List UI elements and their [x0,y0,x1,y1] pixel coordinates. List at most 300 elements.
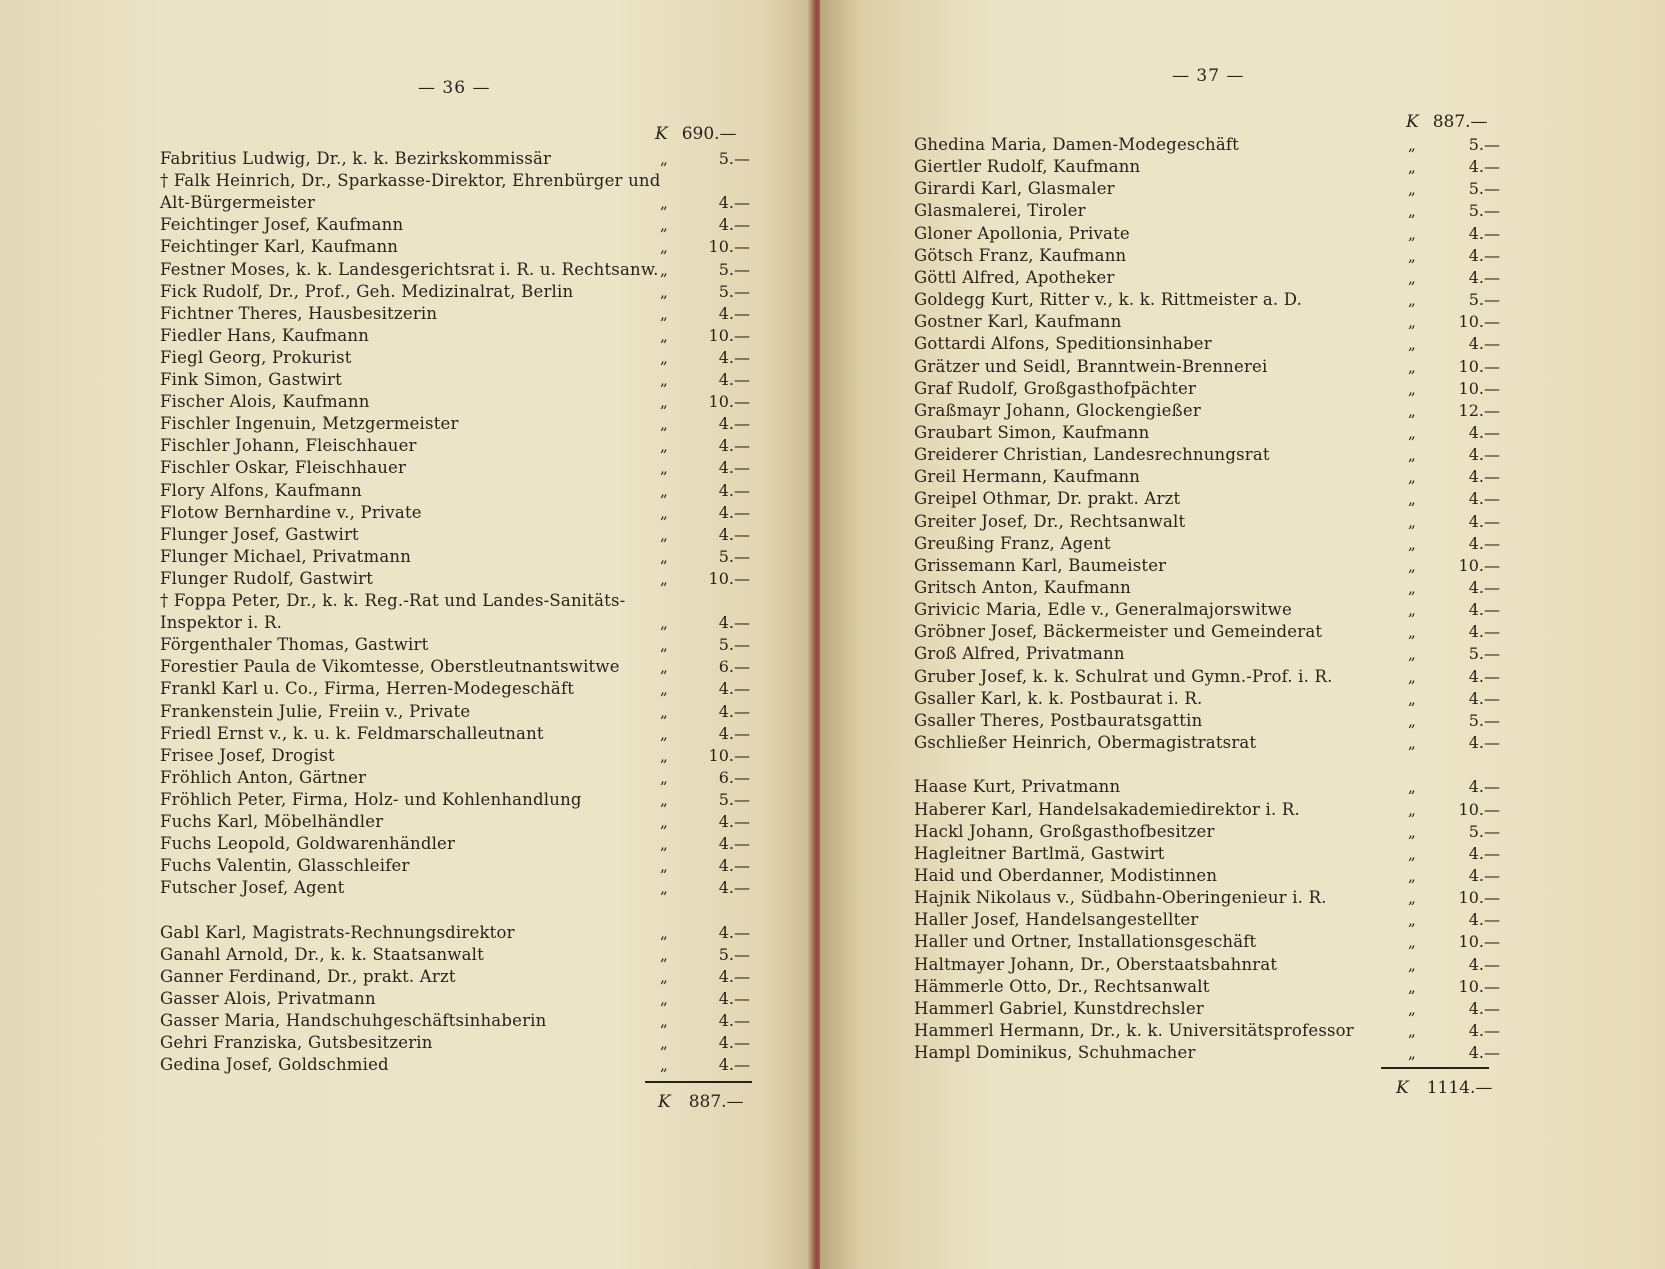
list-item [914,200,1500,222]
donor-name: Festner Moses, k. k. Landesgerichtsrat i. R. u. Rechtsanw. [160,259,659,279]
donor-name: Greiter Josef, Dr., Rechtsanwalt [914,511,1186,531]
donor-name: Hammerl Hermann, Dr., k. k. Universitätsprofessor [914,1021,1354,1040]
donor-name: Feichtinger Karl, Kaufmann [160,237,399,257]
donation-amount: 4.— [1468,622,1500,642]
donor-name: Haid und Oberdanner, Modistinnen [914,865,1218,885]
list-item [160,524,750,546]
ditto-mark: „ [660,437,668,456]
list-item [914,931,1500,953]
ditto-mark: „ [660,238,668,257]
donor-name: Förgenthaler Thomas, Gastwirt [160,635,429,655]
donor-name: Haase Kurt, Privatmann [914,777,1121,797]
ditto-mark: „ [660,282,668,301]
carry-value: 690.— [681,124,737,144]
list-item [160,656,750,678]
list-item [160,236,750,258]
donor-name: Fabritius Ludwig, Dr., k. k. Bezirkskommissär [160,149,552,168]
donation-amount: 4.— [1468,334,1500,354]
donor-name: Ganner Ferdinand, Dr., prakt. Arzt [160,966,456,986]
donation-amount: 4.— [718,524,750,544]
list-item [160,568,750,590]
list-item [160,1054,750,1076]
list-item [914,621,1500,643]
donation-amount: 4.— [1468,422,1500,442]
list-item [160,745,750,767]
currency-label: K [655,124,668,144]
ditto-mark: „ [1408,556,1416,575]
ditto-mark: „ [660,967,668,986]
list-item [914,178,1500,200]
ditto-mark: „ [1408,158,1416,177]
list-item [914,466,1500,488]
donor-name: Gruber Josef, k. k. Schulrat und Gymn.-Prof. i. R. [914,666,1333,686]
donor-name: Fischler Johann, Fleischhauer [160,436,417,456]
list-item [914,954,1500,976]
donation-amount: 4.— [1468,267,1500,287]
ditto-mark: „ [660,260,668,279]
donor-name: Giertler Rudolf, Kaufmann [914,157,1141,177]
ditto-mark: „ [1408,711,1416,730]
donor-name: Greil Hermann, Kaufmann [914,467,1141,487]
list-item [914,533,1500,555]
donation-amount: 4.— [1468,688,1500,708]
donation-amount: 5.— [1468,644,1500,664]
donation-amount: 6.— [718,767,750,787]
ditto-mark: „ [660,371,668,389]
donation-amount: 4.— [1468,1043,1500,1063]
currency-label: K [658,1092,671,1112]
donation-amount: 6.— [718,657,750,677]
page-number: — 37 — [1172,66,1245,86]
donation-amount: 4.— [718,215,750,235]
ditto-mark: „ [1408,911,1416,930]
donation-amount: 5.— [718,281,750,301]
page-total [1396,1078,1492,1098]
ditto-mark: „ [1408,579,1416,597]
donor-name: Girardi Karl, Glasmaler [914,179,1115,199]
donor-name: Haltmayer Johann, Dr., Oberstaatsbahnrat [914,954,1278,974]
ditto-mark: „ [1408,822,1416,841]
donor-name: Ghedina Maria, Damen-Modegeschäft [914,135,1240,154]
ditto-mark: „ [1408,379,1416,398]
donor-name: Inspektor i. R. [160,613,283,633]
donor-name: Hajnik Nikolaus v., Südbahn-Oberingenieur i. R. [914,888,1327,908]
donation-amount: 4.— [1468,666,1500,686]
donation-amount: 4.— [718,679,750,699]
ditto-mark: „ [1408,335,1416,354]
list-item [160,678,750,700]
donation-amount: 4.— [1468,843,1500,863]
ditto-mark: „ [660,569,668,588]
list-item [160,192,750,214]
donation-amount: 10.— [1458,976,1500,996]
donation-amount: 5.— [1468,710,1500,730]
ditto-mark: „ [660,150,668,168]
donor-name: Hämmerle Otto, Dr., Rechtsanwalt [914,976,1210,996]
ditto-mark: „ [1408,778,1416,797]
donation-amount: 4.— [718,347,750,367]
list-item [160,1010,750,1032]
list-item [160,877,750,899]
ditto-mark: „ [1408,291,1416,310]
donation-amount: 4.— [718,723,750,743]
ditto-mark: „ [660,835,668,854]
ditto-mark: „ [660,459,668,478]
donor-name: Gloner Apollonia, Private [914,223,1130,243]
ditto-mark: „ [1408,180,1416,199]
donation-amount: 4.— [718,436,750,456]
list-item [914,488,1500,510]
list-item [914,732,1500,754]
total-value: 887.— [688,1092,744,1112]
donation-amount: 10.— [708,568,750,588]
donation-amount: 4.— [718,856,750,876]
ditto-mark: „ [1408,667,1416,686]
ditto-mark: „ [1408,224,1416,243]
list-item [160,170,750,192]
list-item [160,303,750,325]
ditto-mark: „ [660,1011,668,1030]
donation-amount: 5.— [718,546,750,566]
donor-name: Fuchs Leopold, Goldwarenhändler [160,834,456,854]
list-item [914,311,1500,333]
donation-amount: 10.— [1458,799,1500,819]
ditto-mark: „ [1408,490,1416,509]
ditto-mark: „ [1408,999,1416,1018]
list-item [160,612,750,634]
donor-name: Fröhlich Peter, Firma, Holz- und Kohlenhandlung [160,789,582,809]
donation-amount: 4.— [1468,533,1500,553]
donation-amount: 4.— [718,193,750,213]
ditto-mark: „ [660,857,668,876]
ditto-mark: „ [1408,202,1416,221]
ditto-mark: „ [660,923,668,942]
donor-name: Gottardi Alfons, Speditionsinhaber [914,334,1212,354]
donor-name: Gostner Karl, Kaufmann [914,312,1122,332]
donor-name: Gsaller Theres, Postbauratsgattin [914,710,1203,730]
list-item [914,267,1500,289]
donor-name: Fröhlich Anton, Gärtner [160,767,367,787]
ditto-mark: „ [660,1034,668,1052]
list-item [160,988,750,1010]
donation-amount: 4.— [1468,445,1500,465]
ditto-mark: „ [1408,423,1416,442]
donor-name: Hackl Johann, Großgasthofbesitzer [914,821,1215,841]
donor-name: Greiderer Christian, Landesrechnungsrat [914,445,1270,465]
donor-name: Grivicic Maria, Edle v., Generalmajorswitwe [914,600,1292,620]
sum-rule [1381,1067,1489,1069]
donation-amount: 10.— [1458,312,1500,332]
donor-name: Gehri Franziska, Gutsbesitzerin [160,1033,433,1052]
list-item [160,789,750,811]
list-item [160,546,750,568]
donation-amount: 4.— [718,1010,750,1030]
ditto-mark: „ [1408,689,1416,708]
list-item [160,767,750,789]
list-item [914,289,1500,311]
list-item [914,887,1500,909]
donor-name: Flunger Rudolf, Gastwirt [160,568,374,588]
ditto-mark: „ [1408,136,1416,154]
donor-name: Futscher Josef, Agent [160,878,345,898]
donor-name: Greußing Franz, Agent [914,533,1111,553]
list-item [914,754,1500,776]
donor-name: Fink Simon, Gastwirt [160,370,342,389]
list-item [914,511,1500,533]
donor-name: Goldegg Kurt, Ritter v., k. k. Rittmeister a. D. [914,290,1303,310]
ditto-mark: „ [1408,933,1416,952]
ditto-mark: „ [660,636,668,655]
donor-name: Fischler Ingenuin, Metzgermeister [160,414,459,434]
list-item [914,1020,1500,1042]
list-item [914,799,1500,821]
donor-name: Fichtner Theres, Hausbesitzerin [160,303,438,323]
donor-name: Flotow Bernhardine v., Private [160,502,422,522]
ditto-mark: „ [1408,844,1416,863]
ditto-mark: „ [1408,1044,1416,1063]
donation-amount: 5.— [1468,821,1500,841]
ditto-mark: „ [660,348,668,367]
donor-name: Gröbner Josef, Bäckermeister und Gemeinderat [914,622,1323,642]
donor-name: Groß Alfred, Privatmann [914,644,1125,664]
ditto-mark: „ [660,304,668,323]
list-item [914,577,1500,599]
donor-name: Gabl Karl, Magistrats-Rechnungsdirektor [160,922,515,942]
list-item [914,444,1500,466]
list-item [914,643,1500,665]
donor-name: Haller und Ortner, Installationsgeschäft [914,932,1257,952]
list-item [914,909,1500,931]
donor-name: Glasmalerei, Tiroler [914,201,1086,221]
donor-name: Gritsch Anton, Kaufmann [914,578,1132,597]
ditto-mark: „ [660,216,668,235]
donation-amount: 4.— [1468,1021,1500,1040]
donation-amount: 4.— [718,370,750,389]
donation-amount: 4.— [1468,489,1500,509]
list-item [160,723,750,745]
donor-name: Fiedler Hans, Kaufmann [160,325,370,345]
donor-name: Gasser Maria, Handschuhgeschäftsinhaberin [160,1010,547,1030]
donation-amount: 4.— [718,1033,750,1052]
list-item [160,347,750,369]
list-item [160,369,750,391]
list-item [160,1032,750,1054]
donation-amount: 10.— [1458,932,1500,952]
donation-amount: 4.— [718,922,750,942]
ditto-mark: „ [1408,889,1416,908]
list-item [914,555,1500,577]
total-value: 1114.— [1426,1078,1493,1098]
donor-name: Hampl Dominikus, Schuhmacher [914,1043,1196,1063]
list-item [914,223,1500,245]
donation-amount: 10.— [708,392,750,412]
donor-name: † Foppa Peter, Dr., k. k. Reg.-Rat und Landes-Sanitäts- [160,591,626,610]
ditto-mark: „ [660,768,668,787]
donation-amount: 10.— [708,325,750,345]
donation-amount: 4.— [718,414,750,434]
donation-amount: 4.— [718,812,750,831]
donor-name: Grissemann Karl, Baumeister [914,555,1167,575]
ditto-mark: „ [1408,246,1416,265]
list-item [160,966,750,988]
donor-name: Frankenstein Julie, Freiin v., Private [160,701,471,721]
donation-amount: 4.— [1468,223,1500,243]
donation-amount: 10.— [1458,888,1500,908]
donor-name: Fuchs Valentin, Glasschleifer [160,856,410,876]
list-item [914,1042,1500,1064]
ditto-mark: „ [660,415,668,434]
donor-name: Graubart Simon, Kaufmann [914,422,1150,442]
donation-amount: 4.— [718,1055,750,1075]
ditto-mark: „ [660,680,668,699]
carry-value: 887.— [1432,112,1488,132]
list-item [160,259,750,281]
list-item [160,435,750,457]
ditto-mark: „ [1408,401,1416,420]
donation-amount: 4.— [1468,245,1500,265]
page-number: — 36 — [418,78,491,98]
donation-amount: 4.— [718,966,750,986]
list-item [914,688,1500,710]
ditto-mark: „ [1408,512,1416,531]
donation-amount: 5.— [718,789,750,809]
list-item [914,776,1500,798]
donor-name: Hammerl Gabriel, Kunstdrechsler [914,998,1204,1018]
list-item [914,998,1500,1020]
donor-name: Feichtinger Josef, Kaufmann [160,215,404,235]
donor-name: Flory Alfons, Kaufmann [160,480,362,500]
list-item [914,710,1500,732]
list-item [914,843,1500,865]
donation-amount: 4.— [1468,954,1500,974]
ditto-mark: „ [660,658,668,677]
ditto-mark: „ [1408,734,1416,753]
donor-name: Gsaller Karl, k. k. Postbaurat i. R. [914,688,1203,708]
donation-amount: 4.— [1468,777,1500,797]
ditto-mark: „ [660,326,668,345]
donation-amount: 4.— [718,458,750,478]
ditto-mark: „ [1408,1022,1416,1040]
donor-name: Haberer Karl, Handelsakademiedirektor i. R. [914,799,1300,819]
list-item [160,899,750,921]
list-item [160,148,750,170]
donor-name: Frisee Josef, Drogist [160,745,335,765]
donor-name: Forestier Paula de Vikomtesse, Oberstleutnantswitwe [160,657,620,677]
list-item [914,599,1500,621]
list-item [914,356,1500,378]
currency-label: K [1396,1078,1409,1098]
donation-amount: 4.— [1468,157,1500,177]
donation-amount: 4.— [718,480,750,500]
ditto-mark: „ [660,614,668,633]
donation-amount: 4.— [1468,511,1500,531]
list-item [914,422,1500,444]
donation-amount: 4.— [1468,578,1500,597]
donation-amount: 4.— [1468,733,1500,753]
list-item [914,865,1500,887]
list-item [160,634,750,656]
ditto-mark: „ [660,481,668,500]
donation-amount: 4.— [718,988,750,1008]
ditto-mark: „ [660,989,668,1008]
ditto-mark: „ [660,525,668,544]
list-item [914,976,1500,998]
list-item [914,333,1500,355]
ditto-mark: „ [1408,955,1416,974]
ditto-mark: „ [1408,313,1416,332]
list-item [160,944,750,966]
donation-amount: 5.— [1468,290,1500,310]
list-item [914,156,1500,178]
donation-amount: 10.— [1458,378,1500,398]
ditto-mark: „ [660,547,668,566]
donation-amount: 4.— [718,502,750,522]
list-item [914,378,1500,400]
ditto-mark: „ [660,1056,668,1075]
list-item [160,457,750,479]
ditto-mark: „ [660,879,668,898]
list-item [160,413,750,435]
list-item [914,400,1500,422]
list-item [160,701,750,723]
list-item [914,134,1500,156]
carry-forward-amount [655,124,737,144]
donor-name: Flunger Josef, Gastwirt [160,524,359,544]
ditto-mark: „ [1408,534,1416,553]
ditto-mark: „ [1408,866,1416,885]
donor-name: Flunger Michael, Privatmann [160,546,412,566]
donation-amount: 4.— [718,303,750,323]
donation-amount: 5.— [1468,179,1500,199]
ditto-mark: „ [660,194,668,213]
donor-name: Fischer Alois, Kaufmann [160,392,370,412]
ditto-mark: „ [1408,623,1416,642]
ditto-mark: „ [1408,645,1416,664]
donation-amount: 4.— [718,701,750,721]
currency-label: K [1406,112,1419,132]
ditto-mark: „ [660,746,668,765]
donor-name: Fick Rudolf, Dr., Prof., Geh. Medizinalrat, Berlin [160,281,574,301]
donation-amount: 4.— [718,834,750,854]
ditto-mark: „ [660,790,668,809]
donation-amount: 4.— [718,878,750,898]
ditto-mark: „ [660,813,668,831]
sum-rule [645,1081,752,1083]
page-total [658,1092,744,1112]
donor-name: Fuchs Karl, Möbelhändler [160,812,384,831]
ditto-mark: „ [660,503,668,522]
donation-amount: 4.— [1468,467,1500,487]
ditto-mark: „ [660,393,668,412]
ditto-mark: „ [1408,800,1416,819]
donation-amount: 12.— [1458,400,1500,420]
list-item [160,480,750,502]
donor-name: Götsch Franz, Kaufmann [914,245,1127,265]
donation-amount: 10.— [708,237,750,257]
donation-amount: 4.— [1468,865,1500,885]
list-item [160,855,750,877]
donor-name: Graßmayr Johann, Glockengießer [914,400,1201,420]
donation-amount: 5.— [718,944,750,964]
donor-name: Gedina Josef, Goldschmied [160,1055,389,1075]
ditto-mark: „ [1408,357,1416,376]
ditto-mark: „ [1408,977,1416,996]
donation-amount: 10.— [1458,356,1500,376]
donor-name: Alt-Bürgermeister [160,193,316,213]
donor-name: Ganahl Arnold, Dr., k. k. Staatsanwalt [160,944,484,964]
carry-forward-amount [1406,112,1488,132]
donor-name: Grätzer und Seidl, Branntwein-Brennerei [914,356,1268,376]
